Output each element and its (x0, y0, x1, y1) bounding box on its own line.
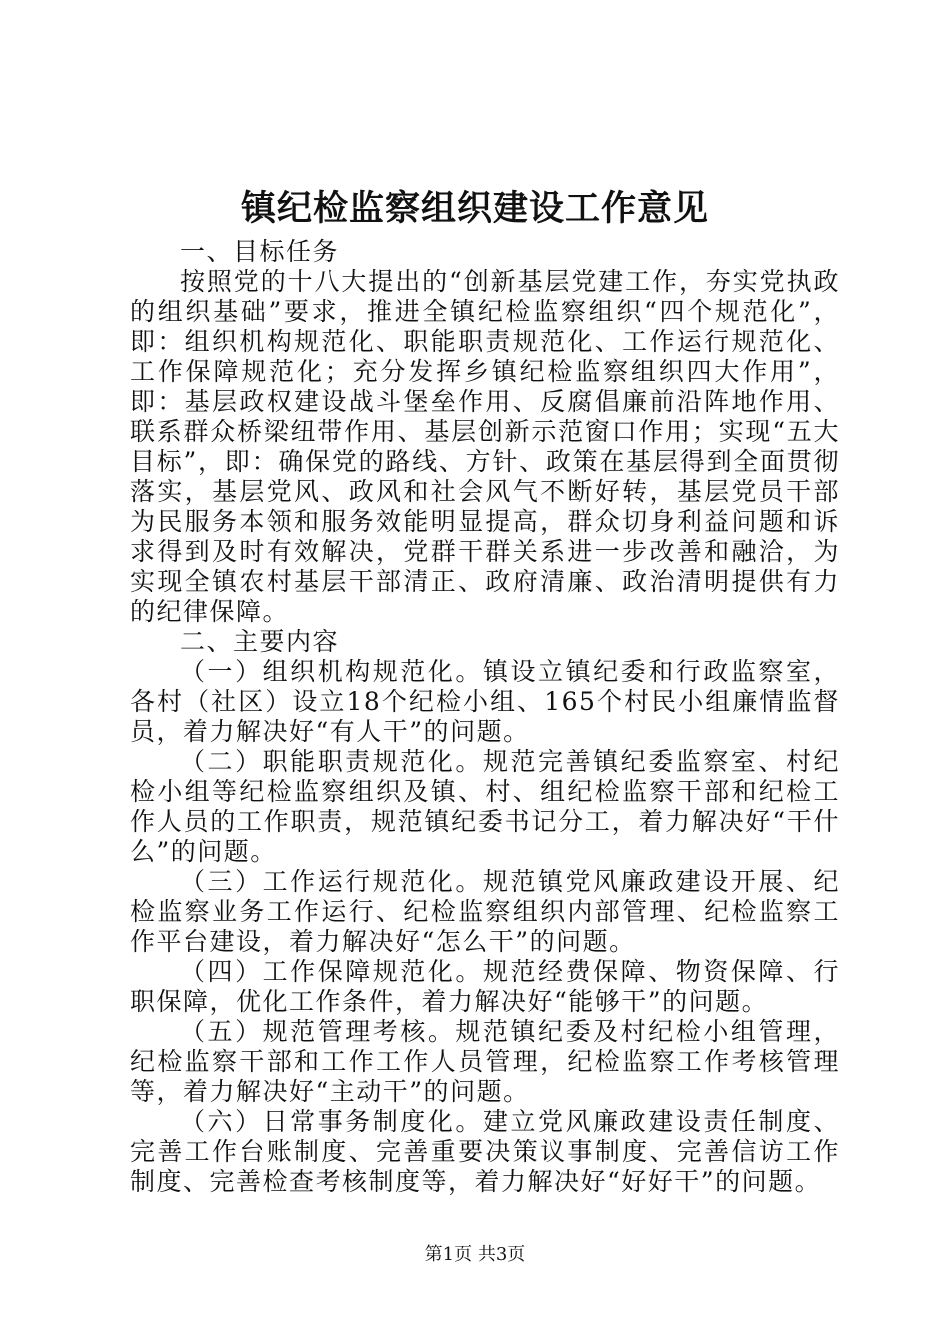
paragraph: （四）工作保障规范化。规范经费保障、物资保障、行职保障，优化工作条件，着力解决好“能够干”的问题。 (130, 957, 840, 1016)
paragraph: （一）组织机构规范化。镇设立镇纪委和行政监察室，各村（社区）设立18个纪检小组、165个村民小组廉情监督员，着力解决好“有人干”的问题。 (130, 657, 840, 746)
paragraph: （三）工作运行规范化。规范镇党风廉政建设开展、纪检监察业务工作运行、纪检监察组织内部管理、纪检监察工作平台建设，着力解决好“怎么干”的问题。 (130, 867, 840, 956)
section-heading: 二、主要内容 (180, 627, 340, 656)
document-title: 镇纪检监察组织建设工作意见 (240, 188, 709, 229)
section-heading: 一、目标任务 (180, 237, 340, 266)
paragraph: 按照党的十八大提出的“创新基层党建工作，夯实党执政的组织基础”要求，推进全镇纪检监察组织“四个规范化”，即：组织机构规范化、职能职责规范化、工作运行规范化、工作保障规范化；充分发挥乡镇纪检监察组织四大作用”，即：基层政权建设战斗堡垒作用、反腐倡廉前沿阵地作用、联系群众桥梁纽带作用、基层创新示范窗口作用；实现“五大目标”，即：确保党的路线、方针、政策在基层得到全面贯彻落实，基层党风、政风和社会风气不断好转，基层党员干部为民服务本领和服务效能明显提高，群众切身利益问题和诉求得到及时有效解决，党群干群关系进一步改善和融洽，为实现全镇农村基层干部清正、政府清廉、政治清明提供有力的纪律保障。 (130, 267, 840, 626)
paragraph: （二）职能职责规范化。规范完善镇纪委监察室、村纪检小组等纪检监察组织及镇、村、组纪检监察干部和纪检工作人员的工作职责，规范镇纪委书记分工，着力解决好“干什么”的问题。 (130, 747, 840, 866)
paragraph: （六）日常事务制度化。建立党风廉政建设责任制度、完善工作台账制度、完善重要决策议事制度、完善信访工作制度、完善检查考核制度等，着力解决好“好好干”的问题。 (130, 1107, 840, 1196)
page-footer: 第1页 共3页 (424, 1244, 526, 1265)
paragraph: （五）规范管理考核。规范镇纪委及村纪检小组管理，纪检监察干部和工作工作人员管理，纪检监察工作考核管理等，着力解决好“主动干”的问题。 (130, 1017, 840, 1106)
document-body (130, 237, 840, 1197)
